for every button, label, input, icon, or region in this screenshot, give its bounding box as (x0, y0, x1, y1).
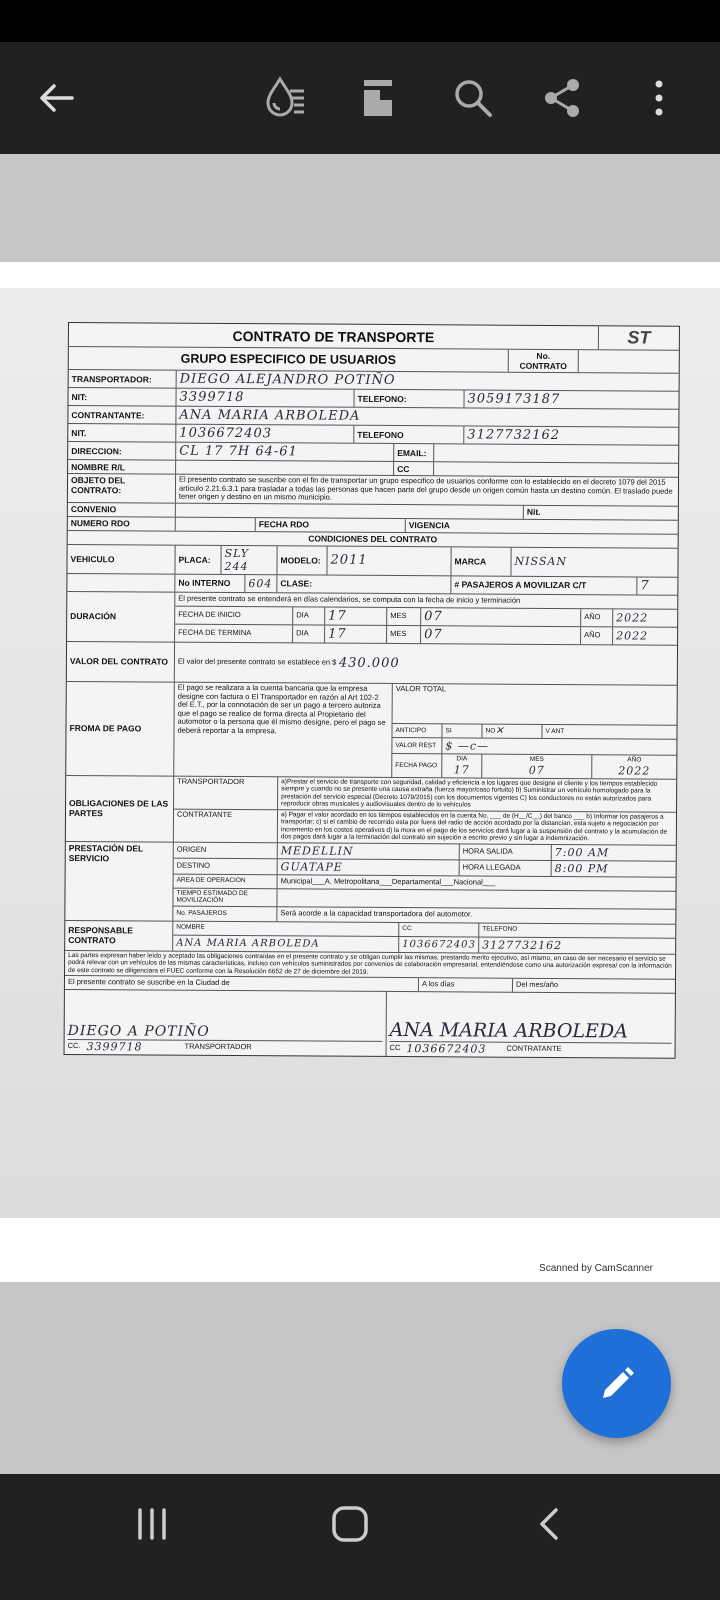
termina-ano-label: AÑO (584, 630, 601, 640)
cc-transportador-value: 3399718 (86, 1040, 143, 1054)
pago-mes-label: MES (529, 756, 544, 764)
partes-text: Las partes expresan haber leído y aceptado las obligaciones contraídas en el presente contrato y se obligan cumplir las mismas, prestando merito ejecutivo, así mismo, en caso de ser necesario el servicio se podrá relevar con un vehículos de las mismas características, incluso con vehículos suministrados por convenios de colaboración empresarial, entendiéndose como una autorización expresa/ con la información de este contrato se diligenciara el FUEC conforme con la Resolución 6652 de 27 de diciembre del 2019. (68, 951, 672, 976)
cc-contratante-label: CC (389, 1043, 401, 1053)
pasajeros-label: # PASAJEROS A MOVILIZAR C/T (454, 579, 587, 591)
pasajeros-value: 7 (640, 578, 650, 594)
firma-contratante: ANA MARIA ARBOLEDA (389, 1018, 628, 1043)
objeto-text: El presento contrato se suscribe con el fin de transportar un grupo especifico de usuarios conforme con lo establecido en el decreto 1079 del 2015 articulo 2.21.6.3.1 para trasladar a todas las personas que hacen parte del grupo desde un origen común hasta un destino común. El traslado puede tener origen y destino en un mismo municipio. (178, 474, 673, 502)
prestacion-label: PRESTACIÓN DEL SERVICIO (68, 842, 144, 863)
termina-mes-label: MES (390, 629, 407, 639)
search-icon (451, 76, 495, 120)
fecha-pago-label: FECHA PAGO (395, 761, 438, 770)
contratante-ob-label: CONTRATANTE (176, 809, 233, 819)
area-label: AREA DE OPERACION (176, 877, 246, 885)
app-toolbar (0, 42, 720, 154)
contract-no-label: No. CONTRATO (509, 350, 579, 372)
status-bar (0, 0, 720, 42)
recents-icon (132, 1504, 172, 1544)
more-options-button[interactable] (644, 42, 674, 154)
transportador-sig-label: TRANSPORTADOR (184, 1041, 252, 1052)
contract-no-value (579, 350, 679, 373)
inicio-dia-label: DIA (296, 610, 309, 620)
origen-label: ORIGEN (176, 844, 207, 854)
recents-button[interactable] (120, 1474, 184, 1574)
no-label: NO (485, 727, 496, 735)
nit-label: NIT: (71, 391, 88, 402)
contract-form (64, 322, 680, 1059)
contratante-value: ANA MARIA ARBOLEDA (179, 407, 361, 424)
page-gap (0, 154, 720, 262)
responsable-label: RESPONSABLE CONTRATO (68, 925, 134, 946)
numero-rdo-value (176, 518, 256, 531)
direccion-label: DIRECCION: (71, 445, 122, 456)
valor-text: El valor del presente contrato se establece en $ (177, 656, 337, 667)
duracion-label: DURACIÓN (70, 611, 117, 622)
termina-ano-value: 2022 (616, 629, 649, 643)
pago-mes-value: 07 (528, 763, 545, 777)
pago-dia-label: DIA (456, 755, 468, 763)
contract-subtitle: GRUPO ESPECIFICO DE USUARIOS (69, 347, 509, 372)
marca-value: NISSAN (514, 555, 568, 569)
inicio-dia-value: 17 (328, 608, 347, 624)
watermark-button[interactable] (258, 42, 312, 154)
share-button[interactable] (540, 42, 586, 154)
modelo-value: 2011 (330, 552, 368, 569)
condiciones-heading: CONDICIONES DEL CONTRATO (308, 533, 438, 545)
origen-value: MEDELLIN (280, 843, 354, 858)
transportador-ob-label: TRANSPORTADOR (177, 776, 245, 786)
share-icon (541, 76, 585, 120)
transportador-label: TRANSPORTADOR: (71, 373, 152, 385)
vehiculo-label: VEHICULO (70, 553, 115, 565)
destino-label: DESTINO (176, 860, 211, 870)
no-interno-value: 604 (248, 576, 273, 591)
crop-icon (358, 76, 398, 120)
tiempo-value (277, 889, 675, 908)
telefono2-value: 3127732162 (467, 427, 561, 444)
nombre-rl-label: NOMBRE R/L (71, 461, 125, 472)
system-nav-bar (0, 1474, 720, 1600)
obligaciones-label: OBLIGACIONES DE LAS PARTES (68, 798, 169, 819)
transportador-value: DIEGO ALEJANDRO POTIÑO (179, 371, 396, 389)
placa-value: SLY 244 (224, 546, 250, 573)
nombre-rl-value (176, 461, 394, 475)
home-button[interactable] (318, 1474, 382, 1574)
hora-salida-label: HORA SALIDA (462, 846, 513, 856)
tiempo-label: TIEMPO ESTIMADO DE MOVILIZACIÓN (176, 889, 249, 905)
email-value (434, 444, 678, 462)
termina-dia-value: 17 (328, 626, 347, 642)
telefono2-label: TELEFONO (357, 429, 404, 440)
cc-transportador-label: CC. (67, 1041, 81, 1051)
nit-value: 3399718 (179, 389, 245, 406)
crop-button[interactable] (356, 42, 400, 154)
logo: ST (627, 327, 651, 348)
inicio-ano-label: AÑO (584, 612, 601, 622)
pago-ano-label: AÑO (627, 756, 642, 764)
termina-dia-label: DIA (296, 628, 309, 638)
hora-llegada-label: HORA LLEGADA (462, 862, 521, 872)
contratante-label: CONTRANTANTE: (71, 409, 145, 420)
inicio-mes-value: 07 (424, 609, 443, 625)
valor-label: VALOR DEL CONTRATO (69, 656, 169, 667)
clase-label: CLASE: (280, 578, 313, 589)
valor-rest-value: $ —c— (445, 739, 490, 753)
cc2-label: CC (402, 925, 412, 933)
telefono3-value: 3127732162 (482, 938, 563, 952)
telefono-value: 3059173187 (467, 391, 561, 408)
no-interno-label: No INTERNO (178, 578, 231, 589)
modelo-label: MODELO: (280, 555, 321, 566)
back-nav-icon (528, 1504, 568, 1544)
nombre-value: ANA MARIA ARBOLEDA (176, 937, 320, 950)
document-page[interactable] (0, 262, 720, 1282)
telefono3-label: TELEFONO (482, 925, 518, 934)
search-button[interactable] (450, 42, 496, 154)
scanned-by-note: Scanned by CamScanner (539, 1263, 653, 1274)
termina-mes-value: 07 (424, 627, 443, 643)
more-vert-icon (654, 80, 664, 116)
pago-ano-value: 2022 (618, 764, 651, 778)
valor-rest-label: VALOR REST (395, 742, 437, 750)
email-label: EMAIL: (397, 447, 427, 458)
valor-value: 430.000 (338, 655, 400, 671)
numero-rdo-label: NUMERO RDO (70, 518, 130, 529)
anticipo-label: ANTICIPO (395, 727, 427, 735)
transportador-ob-text: a)Prestar el servicio de transporte con seguridad, calidad y eficiencia a los lugares que designe el cliente y los tiempos establecido siempre y cuando no se presente una causa extraña (fuerza mayor/caso fortuito) b) Suministrar un vehículo homologado para la prestación del servicio especial (Decreto 1079/2015) con los documentos vigentes C) los conductores no están autorizados para reproducir obras musicales y audiovisuales dentro de lo vehículos (281, 778, 658, 809)
inicio-ano-value: 2022 (616, 611, 649, 625)
watermark-icon (260, 73, 310, 123)
hora-llegada-value: 8:00 PM (554, 861, 609, 875)
vant-label: V ANT (545, 728, 565, 736)
a-los-dias-label: A los días (421, 979, 455, 989)
del-mes-label: Del mes/año (515, 979, 559, 990)
fecha-termina-label: FECHA DE TERMINA (178, 627, 252, 638)
inicio-mes-label: MES (390, 611, 407, 621)
fecha-inicio-label: FECHA DE INICIO (178, 609, 241, 620)
firma-transportador: DIEGO A POTIÑO (67, 1022, 210, 1040)
convenio-label: CONVENIO (70, 504, 117, 515)
objeto-label: OBJETO DEL CONTRATO: (70, 475, 126, 496)
no-pasajeros-text: Será acorde a la capacidad transportadora del automotor. (280, 908, 473, 919)
valor-total-label: VALOR TOTAL (395, 683, 447, 694)
back-arrow-icon (36, 78, 76, 118)
edit-pencil-icon (595, 1362, 639, 1406)
destino-value: GUATAPE (280, 859, 343, 874)
nit3-label: Nit. (526, 507, 541, 518)
edit-fab-button[interactable] (562, 1329, 671, 1438)
ciudad-text: El presente contrato se suscribe en la Ciudad de (67, 977, 230, 988)
duracion-text: El presente contrato se entenderá en días calendarios, se computa con la fecha de inicio y terminación (178, 593, 521, 605)
area-text: Municipal___A. Metropolitana___Departamental___Nacional___ (280, 876, 496, 887)
placa-label: PLACA: (178, 554, 211, 565)
convenio-value (176, 504, 524, 519)
nombre-label: NOMBRE (176, 924, 205, 932)
contratante-ob-text: a) Pagar el valor acordado en los tiempos establecidos en la cuenta No. ___ de (H__/C__) del banco ___ b) Informar los pasajeros a transportar; c) si el cambio de recorrido esta por fuera del radio de acción acordado por la distancian, esta sujeto a negociación por incremento en los costos operativos d) la mora en el pago de los servicios dará lugar a la suspensión del contrato y la acumulación de dos pagos dará lugar a la terminación del contrato sin sujeción a escrito previo y sin lugar a indemnización. (280, 811, 668, 843)
contract-title: CONTRATO DE TRANSPORTE (69, 323, 599, 349)
no-pasajeros-label: No. PASAJEROS (176, 909, 227, 917)
cc-label: CC (397, 463, 410, 474)
si-label: SI (445, 727, 452, 735)
marca-label: MARCA (454, 556, 487, 567)
hora-salida-value: 7:00 AM (554, 845, 610, 859)
home-icon (330, 1504, 370, 1544)
pago-dia-value: 17 (453, 763, 470, 777)
fecha-rdo-label: FECHA RDO (258, 519, 310, 530)
direccion-value: CL 17 7H 64-61 (179, 443, 298, 460)
nit2-label: NIT. (71, 427, 87, 438)
vigencia-label: VIGENCIA (408, 520, 450, 531)
back-button[interactable] (28, 42, 84, 154)
cc-value (434, 462, 678, 476)
no-check: ✕ (495, 726, 505, 738)
telefono-label: TELEFONO: (357, 393, 407, 404)
back-nav-button[interactable] (516, 1474, 580, 1574)
nit2-value: 1036672403 (179, 425, 273, 442)
scanned-photo (0, 288, 720, 1218)
cc2-value: 1036672403 (402, 938, 476, 951)
contratante-sig-label: CONTRATANTE (506, 1043, 562, 1054)
forma-pago-label: FROMA DE PAGO (69, 723, 142, 734)
forma-pago-text: El pago se realizara a la cuenta bancaria que la empresa designe con factura o El Transportador en razón al Art 102-2 del E.T., por la connotación de ser un pago a tercero autoriza que el pago se realice de forma directa al Propietario del automotor o la persona que él mismo designe, pero el pago se deberá reportar a la empresa. (177, 682, 386, 736)
cc-contratante-value: 1036672403 (406, 1042, 487, 1056)
